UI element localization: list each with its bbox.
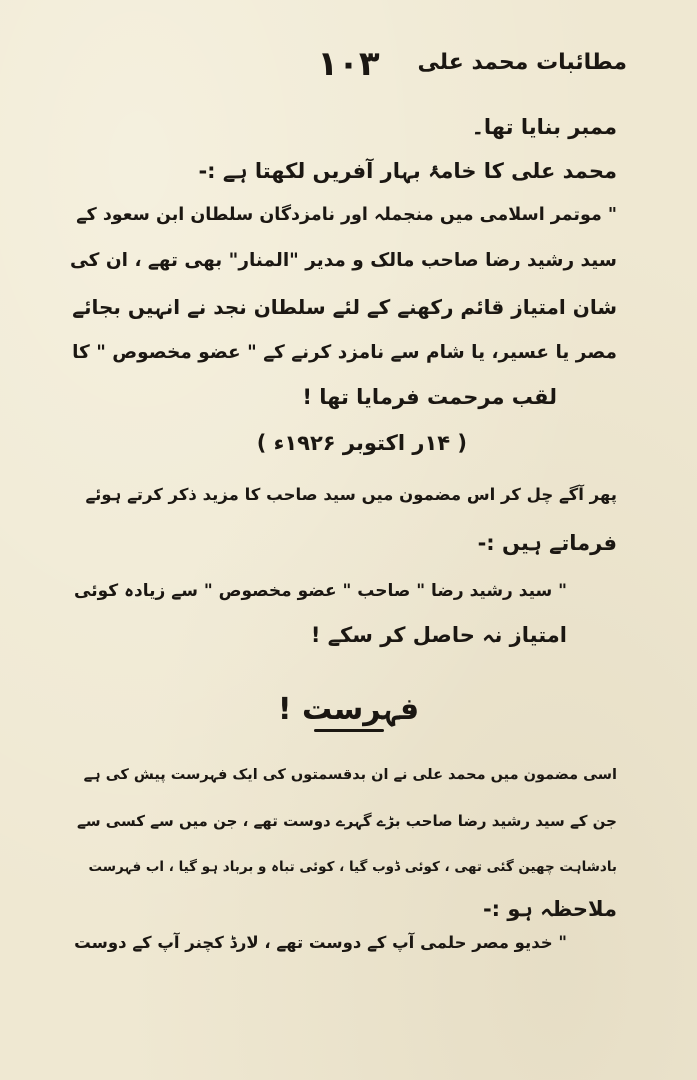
text-line-8: ملاحظہ ہو :-	[482, 897, 617, 921]
quote-line-1: " موتمر اسلامی میں منجملہ اور نامزدگان سلطان ابن سعود کے	[76, 205, 617, 225]
quote-line-4: مصر یا عسیر، یا شام سے نامزد کرنے کے " عضو مخصوص " کا	[72, 342, 617, 363]
page-header	[70, 44, 627, 88]
running-title: مطائبات محمد علی	[417, 50, 627, 75]
text-line-1: ممبر بنایا تھا۔	[471, 115, 617, 139]
quote-line-6: " سید رشید رضا " صاحب " عضو مخصوص " سے زیادہ کوئی	[74, 581, 567, 601]
page-number: ١٠٣	[317, 44, 380, 84]
date-citation: ( ۱۴ر اکتوبر ۱۹۲۶ء )	[256, 431, 467, 455]
quote-line-8: " خدیو مصر حلمی آپ کے دوست تھے ، لارڈ کچنر آپ کے دوست	[74, 933, 567, 952]
text-line-7: بادشاہت چھین گئی تھی ، کوئی ڈوب گیا ، کوئی تباہ و برباد ہو گیا ، اب فہرست	[88, 859, 617, 875]
text-line-3: پھر آگے چل کر اس مضمون میں سید صاحب کا مزید ذکر کرتے ہوئے	[85, 485, 617, 504]
quote-line-5: لقب مرحمت فرمایا تھا !	[302, 385, 557, 409]
text-line-5: اسی مضمون میں محمد علی نے ان بدقسمتوں کی ایک فہرست پیش کی ہے	[83, 767, 617, 783]
quote-line-2: سید رشید رضا صاحب مالک و مدیر "المنار" بھی تھے ، ان کی	[69, 250, 617, 271]
text-line-4: فرماتے ہیں :-	[477, 531, 617, 555]
quote-line-3: شان امتیاز قائم رکھنے کے لئے سلطان نجد نے انہیں بجائے	[72, 295, 617, 319]
quote-line-7: امتیاز نہ حاصل کر سکے !	[310, 623, 567, 647]
section-heading: فہرست !	[277, 692, 420, 727]
text-line-2: محمد علی کا خامۂ بہار آفریں لکھتا ہے :-	[198, 159, 617, 183]
text-line-6: جن کے سید رشید رضا صاحب بڑے گہرے دوست تھے ، جن میں سے کسی سے	[77, 812, 617, 830]
section-heading-wrap	[0, 692, 697, 732]
heading-underline	[314, 729, 384, 732]
